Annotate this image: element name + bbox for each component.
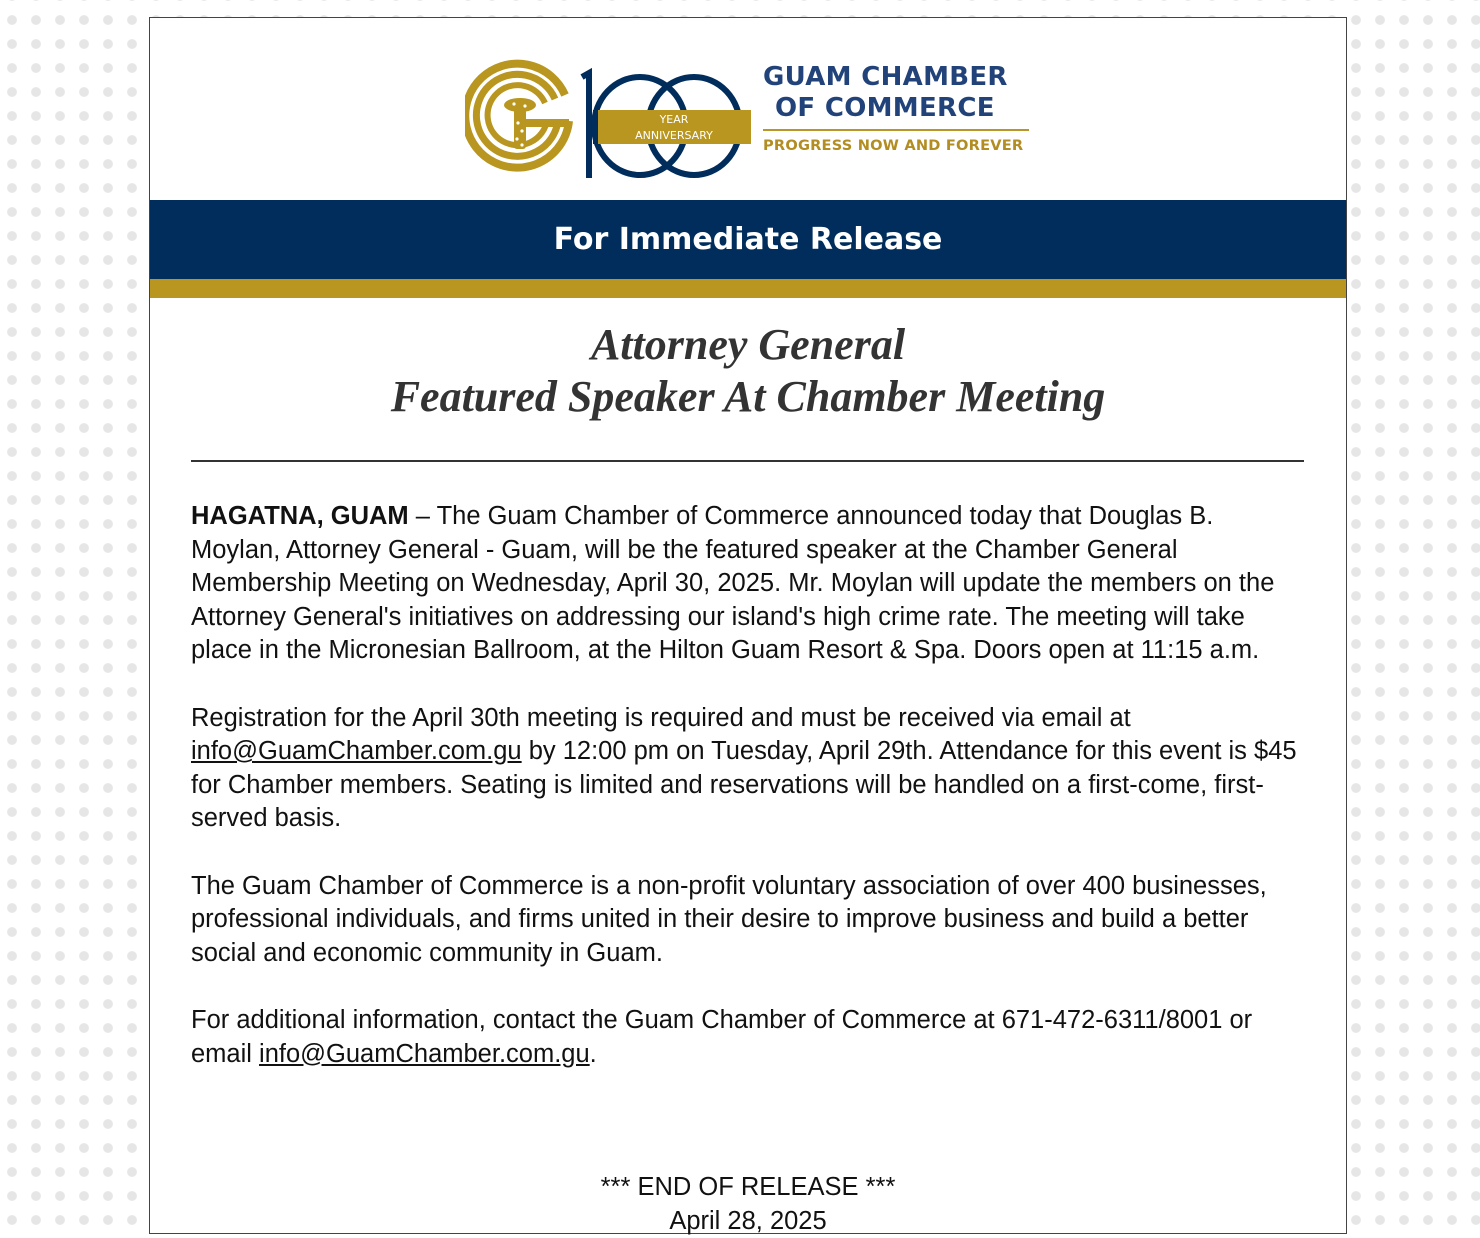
registration-text-end: by 12:00 pm on Tuesday, April 29th. Attendance for this event is $45 for Chamber members. Seating is limited and reservations will be handled on a first-come, first-served basis. (191, 737, 1297, 833)
paragraph-registration (191, 702, 1309, 836)
paragraph-contact (191, 1004, 1309, 1071)
contact-email-link[interactable]: info@GuamChamber.com.gu (259, 1039, 590, 1068)
contact-text-end: . (589, 1039, 597, 1068)
dateline: HAGATNA, GUAM (191, 502, 409, 530)
registration-email-link[interactable]: info@GuamChamber.com.gu (191, 737, 522, 766)
headline-line1: Attorney General (590, 320, 906, 369)
chamber-logo (465, 51, 1031, 181)
registration-text-start: Registration for the April 30th meeting is required and must be received via email at (191, 703, 1131, 732)
centennial-emblem (465, 51, 755, 181)
release-date: April 28, 2025 (669, 1206, 827, 1235)
organization-name (763, 62, 1033, 124)
anniversary-word-2: ANNIVERSARY (635, 129, 713, 142)
organization-tagline: PROGRESS NOW AND FOREVER (763, 137, 1024, 154)
release-banner: For Immediate Release (150, 200, 1346, 279)
paragraph-announcement (191, 500, 1309, 668)
organization-name-line2: OF COMMERCE (775, 93, 995, 123)
press-release-sheet (149, 17, 1347, 1234)
headline (150, 319, 1346, 423)
anniversary-word-1: YEAR (659, 113, 689, 126)
announcement-text: – The Guam Chamber of Commerce announced today that Douglas B. Moylan, Attorney General - Guam, will be the featured speaker at the Chamber General Membership Meeting on Wednesday, April 30, 2025. Mr. Moylan will update the members on the Attorney General's initiatives on addressing our island's high crime rate. The meeting will take place in the Micronesian Ballroom, at the Hilton Guam Resort & Spa. Doors open at 11:15 a.m. (191, 502, 1275, 665)
release-body (191, 500, 1309, 1105)
release-footer (150, 1171, 1346, 1238)
organization-name-line1: GUAM CHAMBER (763, 62, 1008, 92)
headline-divider (191, 460, 1304, 462)
logo-divider (763, 129, 1029, 131)
end-of-release-marker: *** END OF RELEASE *** (600, 1173, 896, 1201)
headline-line2: Featured Speaker At Chamber Meeting (390, 372, 1106, 421)
gold-accent-bar (150, 279, 1346, 298)
about-text: The Guam Chamber of Commerce is a non-profit voluntary association of over 400 businesses, professional individuals, and firms united in their desire to improve business and build a better social and economic community in Guam. (191, 871, 1267, 967)
contact-text-start: For additional information, contact the Guam Chamber of Commerce at 671-472-6311/8001 or email (191, 1005, 1253, 1068)
paragraph-about (191, 870, 1309, 971)
